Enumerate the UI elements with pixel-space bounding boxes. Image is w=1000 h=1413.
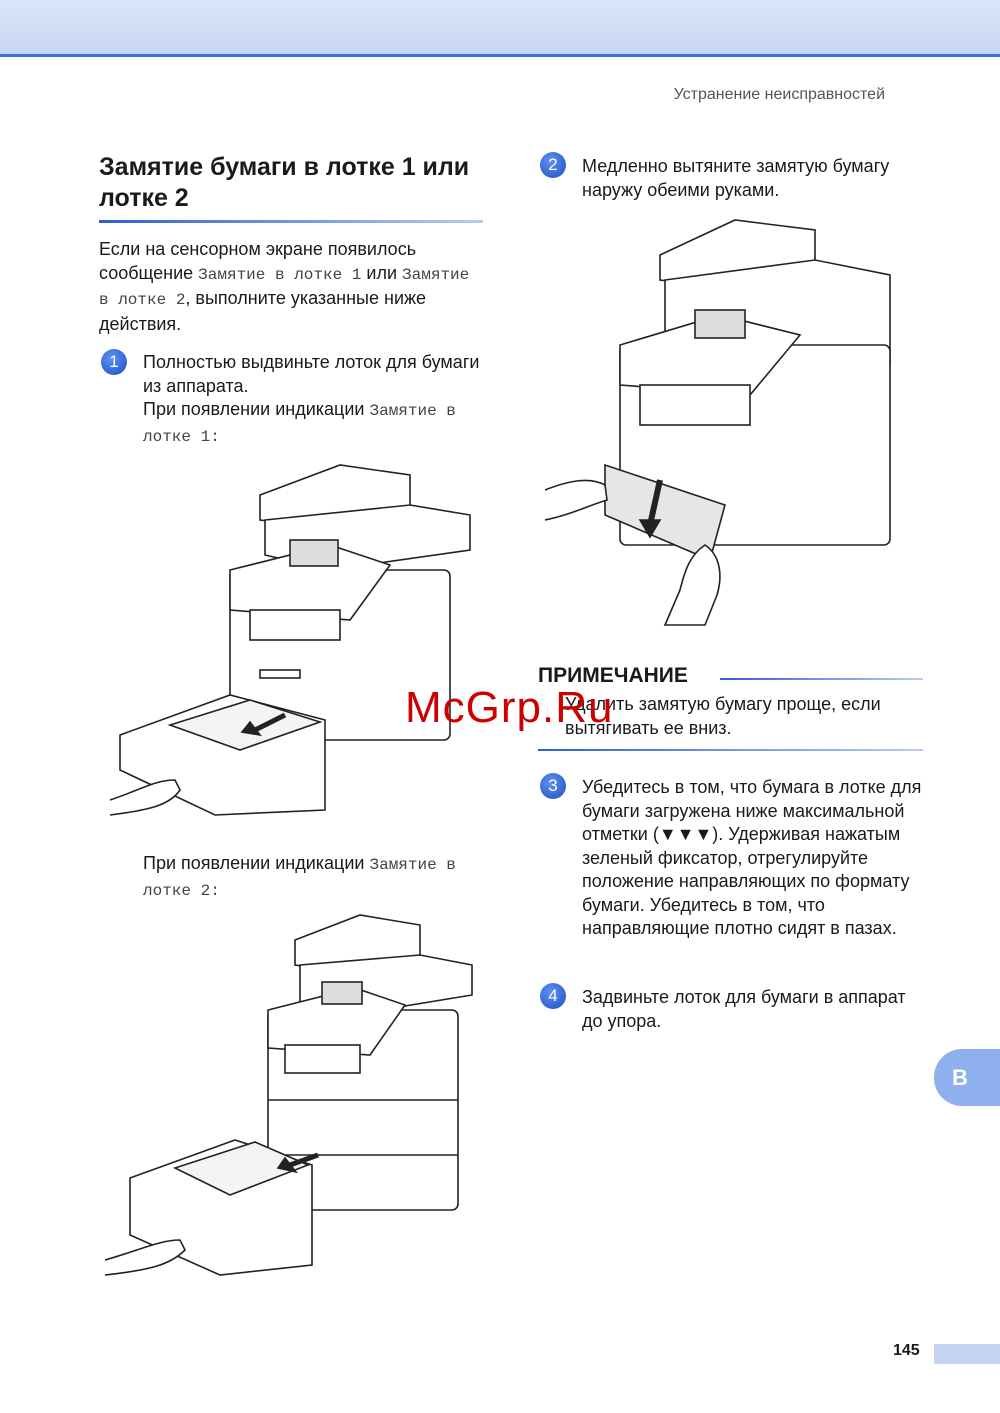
page-number-bar [934,1344,1000,1364]
note-text: Удалить замятую бумагу проще, если вытягивать ее вниз. [565,694,881,738]
page-number: 145 [893,1342,920,1359]
step-1-sub1-text: При появлении индикации [143,399,370,419]
step-3-badge: 3 [540,773,566,799]
watermark: McGrp.Ru [405,683,614,732]
printer-tray1-illustration [110,460,490,820]
intro-text-1: Если на сенсорном экране появилось сообщение [99,239,417,283]
section-title: Замятие бумаги в лотке 1 или лотке 2 [99,153,470,212]
intro-message-1: Замятие в лотке 1 [198,265,362,284]
step-2-badge: 2 [540,152,566,178]
step-1-sub2-text: При появлении индикации [143,853,370,873]
paper-removal-illustration [545,215,905,635]
intro-message-2: Замятие в лотке 2 [99,265,470,309]
printer-tray2-illustration [100,910,490,1290]
note-heading: ПРИМЕЧАНИЕ [538,664,688,687]
intro-text-2: или [361,262,403,283]
step-3-text: Убедитесь в том, что бумага в лотке для бумаги загружена ниже максимальной отметки (▼▼▼). Удерживая нажатым зеленый фиксатор, отрегулируйте положение направляющих по формату бумаги. Убедитесь в том, что направляющие плотно сидят в пазах. [582,777,922,938]
step-1-sub1 [143,398,483,449]
step-1-text: Полностью выдвиньте лоток для бумаги из аппарата. [143,352,480,396]
note-bottom-rule [538,749,923,751]
step-4-badge: 4 [540,983,566,1009]
step-1-sub2 [143,852,483,903]
running-header: Устранение неисправностей [673,86,885,103]
step-4-text: Задвиньте лоток для бумаги в аппарат до упора. [582,987,906,1031]
intro-text-3: , выполните указанные ниже действия. [99,288,427,334]
note-top-rule [720,678,923,680]
appendix-tab [934,1049,1000,1106]
step-1-sub1-suffix: : [210,427,220,446]
step-1-badge: 1 [101,349,127,375]
appendix-tab-label: B [952,1064,968,1090]
title-rule [99,220,483,223]
step-2-text: Медленно вытяните замятую бумагу наружу обеими руками. [582,156,890,200]
intro-paragraph [99,238,484,336]
step-1-sub1-message: Замятие в лотке 1 [143,402,456,446]
top-header-band [0,0,1000,57]
step-1-sub2-message: Замятие в лотке 2 [143,856,456,900]
step-1-sub2-suffix: : [210,881,220,900]
